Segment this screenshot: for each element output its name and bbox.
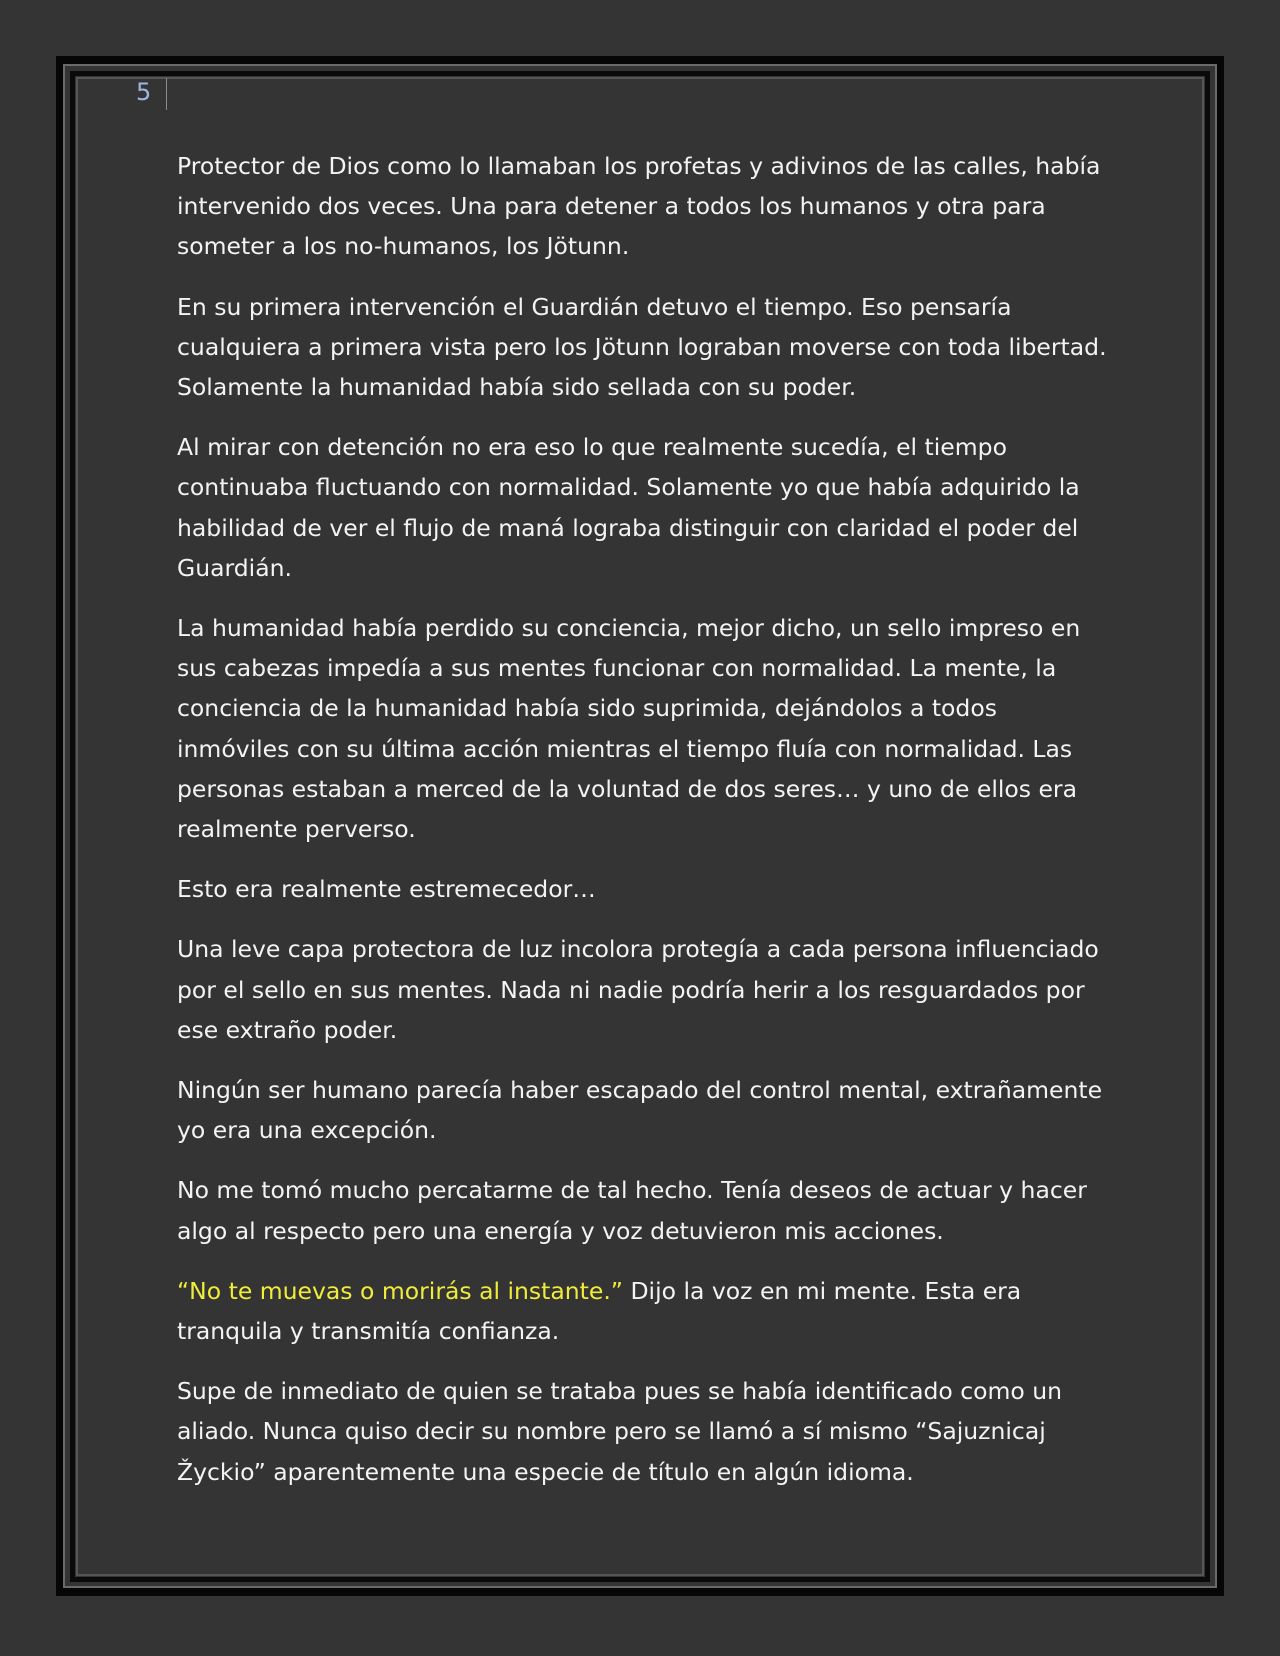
spoken-quote: “No te muevas o morirás al instante.” [177,1276,623,1305]
dialogue-paragraph [177,1271,1107,1351]
paragraph: Protector de Dios como lo llamaban los profetas y adivinos de las calles, había intervenido dos veces. Una para detener a todos los humanos y otra para someter a los no-humanos, los Jötunn. [177,152,1101,261]
paragraph: Ningún ser humano parecía haber escapado del control mental, extrañamente yo era una excepción. [177,1076,1103,1145]
paragraph: No me tomó mucho percatarme de tal hecho. Tenía deseos de actuar y hacer algo al respecto pero una energía y voz detuvieron mis acciones. [177,1176,1087,1245]
dialogue-narration: Dijo la voz en mi mente. Esta era tranquila y transmitía confianza. [177,1276,1022,1346]
paragraph: Una leve capa protectora de luz incolora protegía a cada persona influenciado por el sello en sus mentes. Nada ni nadie podría herir a los resguardados por ese extraño poder. [177,935,1099,1044]
paragraph: Al mirar con detención no era eso lo que realmente sucedía, el tiempo continuaba fluctuando con normalidad. Solamente yo que había adquirido la habilidad de ver el flujo de maná lograba distinguir con claridad el poder del Guardián. [177,433,1080,582]
page-number-divider [166,78,167,110]
paragraph: Supe de inmediato de quien se trataba pues se había identificado como un aliado. Nunca quiso decir su nombre pero se llamó a sí mismo “Sajuznicaj Žyckio” aparentemente una especie de título en algún idioma. [177,1377,1063,1486]
paragraph: La humanidad había perdido su conciencia, mejor dicho, un sello impreso en sus cabezas impedía a sus mentes funcionar con normalidad. La mente, la conciencia de la humanidad había sido suprimida, dejándolos a todos inmóviles con su última acción mientras el tiempo fluía con normalidad. Las personas estaban a merced de la voluntad de dos seres… y uno de ellos era realmente perverso. [177,614,1081,844]
page-number: 5 [136,78,152,106]
page-body [177,146,1107,1512]
paragraph: Esto era realmente estremecedor… [177,875,596,904]
paragraph: En su primera intervención el Guardián detuvo el tiempo. Eso pensaría cualquiera a primera vista pero los Jötunn lograban moverse con toda libertad. Solamente la humanidad había sido sellada con su poder. [177,292,1107,402]
